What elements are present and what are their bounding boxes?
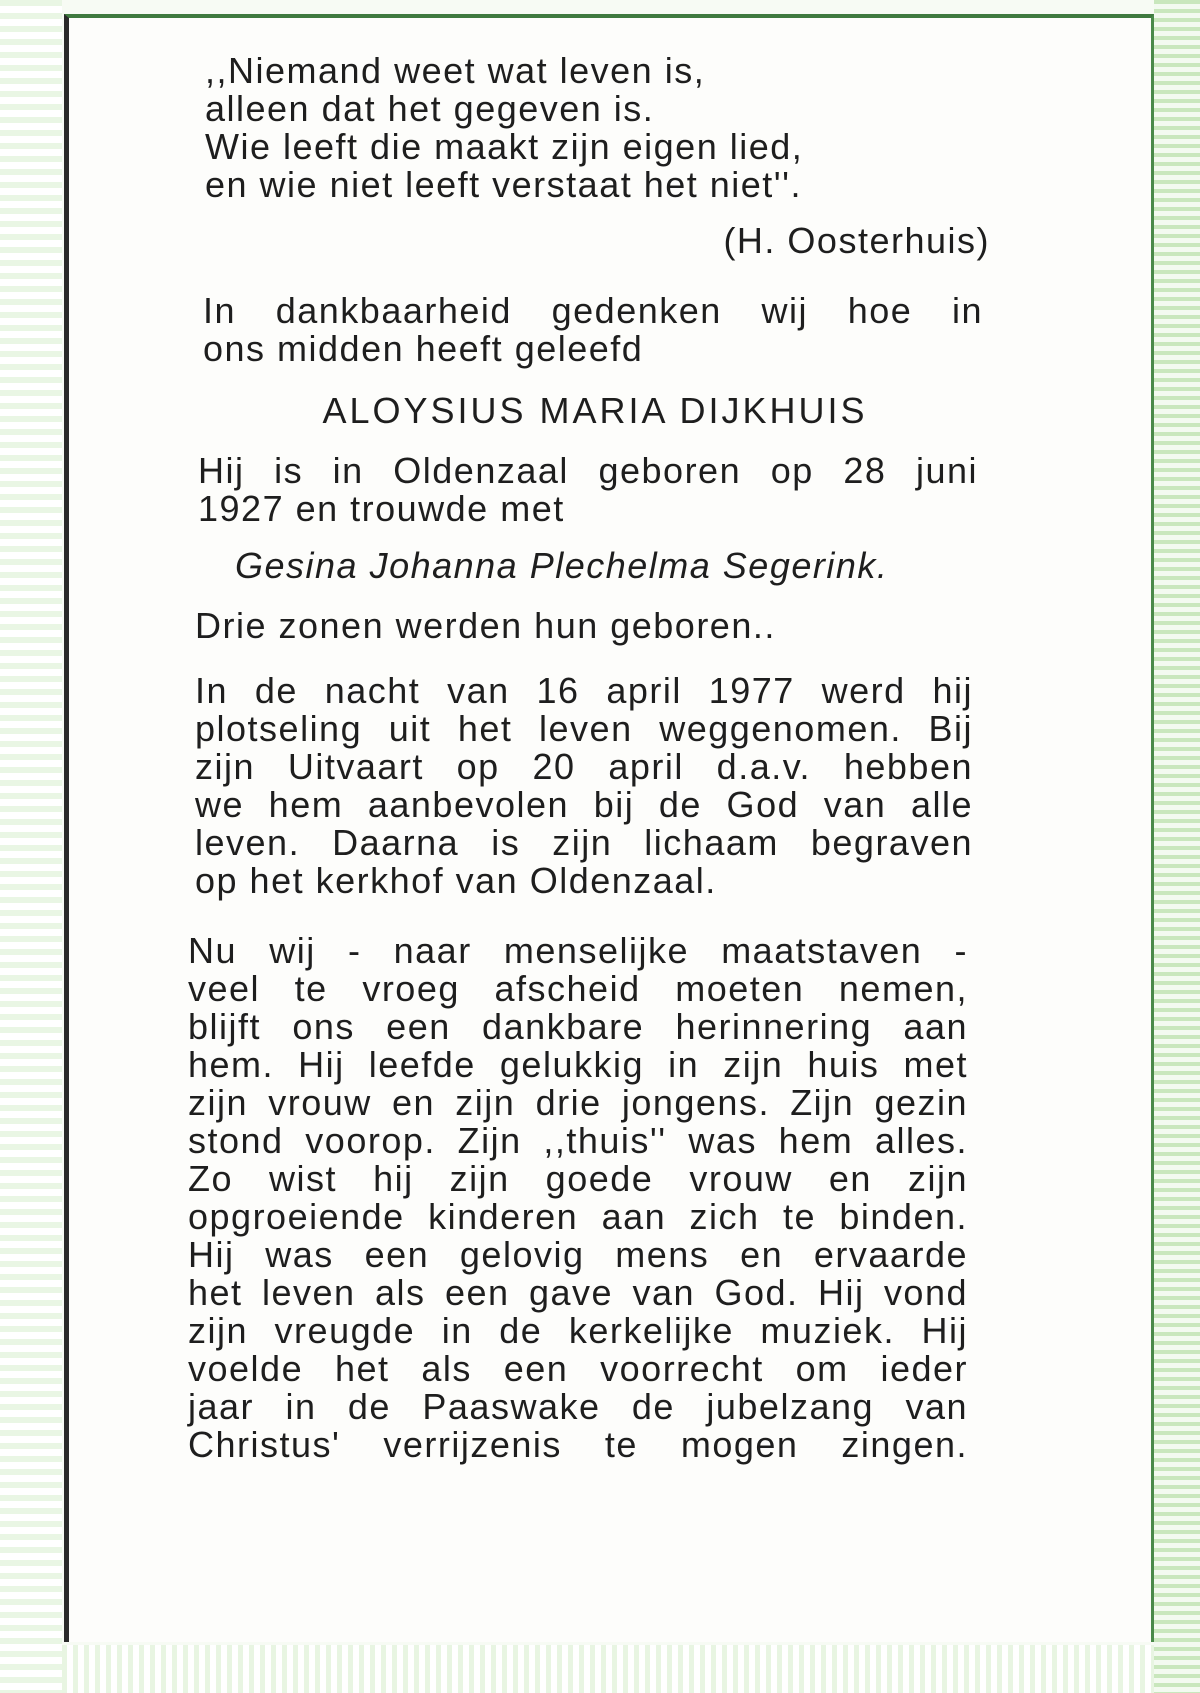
scan-edge-right: [1154, 0, 1200, 1693]
children-paragraph: Drie zonen werden hun geboren..: [195, 605, 776, 646]
spouse-name: Gesina Johanna Plechelma Segerink.: [235, 545, 889, 586]
quote-line: ,,Niemand weet wat leven is,: [205, 50, 706, 91]
quote-line: alleen dat het gegeven is.: [205, 88, 655, 129]
remembrance-line: Zo wist hij zijn goede vrouw en zijn: [188, 1158, 968, 1199]
birth-line: Hij is in Oldenzaal geboren op 28 juni: [198, 450, 978, 491]
quote-line: Wie leeft die maakt zijn eigen lied,: [205, 126, 804, 167]
intro-line: ons midden heeft geleefd: [203, 328, 644, 369]
remembrance-line: Christus' verrijzenis te mogen zingen.: [188, 1424, 968, 1465]
intro-line: In dankbaarheid gedenken wij hoe in: [203, 290, 983, 331]
remembrance-line: Hij was een gelovig mens en ervaarde: [188, 1234, 968, 1275]
remembrance-paragraph: [188, 932, 968, 1464]
quote-author: (H. Oosterhuis): [723, 220, 990, 261]
remembrance-line: zijn vrouw en zijn drie jongens. Zijn gezin: [188, 1082, 968, 1123]
remembrance-line: Nu wij - naar menselijke maatstaven -: [188, 930, 968, 971]
remembrance-line: het leven als een gave van God. Hij vond: [188, 1272, 968, 1313]
death-line: zijn Uitvaart op 20 april d.a.v. hebben: [195, 746, 973, 787]
remembrance-line: hem. Hij leefde gelukkig in zijn huis met: [188, 1044, 968, 1085]
remembrance-line: zijn vreugde in de kerkelijke muziek. Hij: [188, 1310, 968, 1351]
remembrance-line: veel te vroeg afscheid moeten nemen,: [188, 968, 968, 1009]
death-line: plotseling uit het leven weggenomen. Bij: [195, 708, 973, 749]
remembrance-line: stond voorop. Zijn ,,thuis'' was hem alles.: [188, 1120, 968, 1161]
death-line: op het kerkhof van Oldenzaal.: [195, 860, 717, 901]
death-line: leven. Daarna is zijn lichaam begraven: [195, 822, 973, 863]
birth-line: 1927 en trouwde met: [198, 488, 565, 529]
remembrance-line: blijft ons een dankbare herinnering aan: [188, 1006, 968, 1047]
scan-edge-bottom: [62, 1645, 1154, 1693]
deceased-name: ALOYSIUS MARIA DIJKHUIS: [322, 390, 868, 431]
remembrance-line: voelde het als een voorrecht om ieder: [188, 1348, 968, 1389]
death-line: In de nacht van 16 april 1977 werd hij: [195, 670, 973, 711]
birth-paragraph: [198, 452, 978, 528]
death-paragraph: [195, 672, 973, 900]
quote-line: en wie niet leeft verstaat het niet''.: [205, 164, 803, 205]
scan-edge-left: [0, 0, 62, 1693]
remembrance-line: opgroeiende kinderen aan zich te binden.: [188, 1196, 968, 1237]
death-line: we hem aanbevolen bij de God van alle: [195, 784, 973, 825]
quote-block: [205, 52, 905, 204]
remembrance-line: jaar in de Paaswake de jubelzang van: [188, 1386, 968, 1427]
intro-paragraph: [203, 292, 983, 368]
